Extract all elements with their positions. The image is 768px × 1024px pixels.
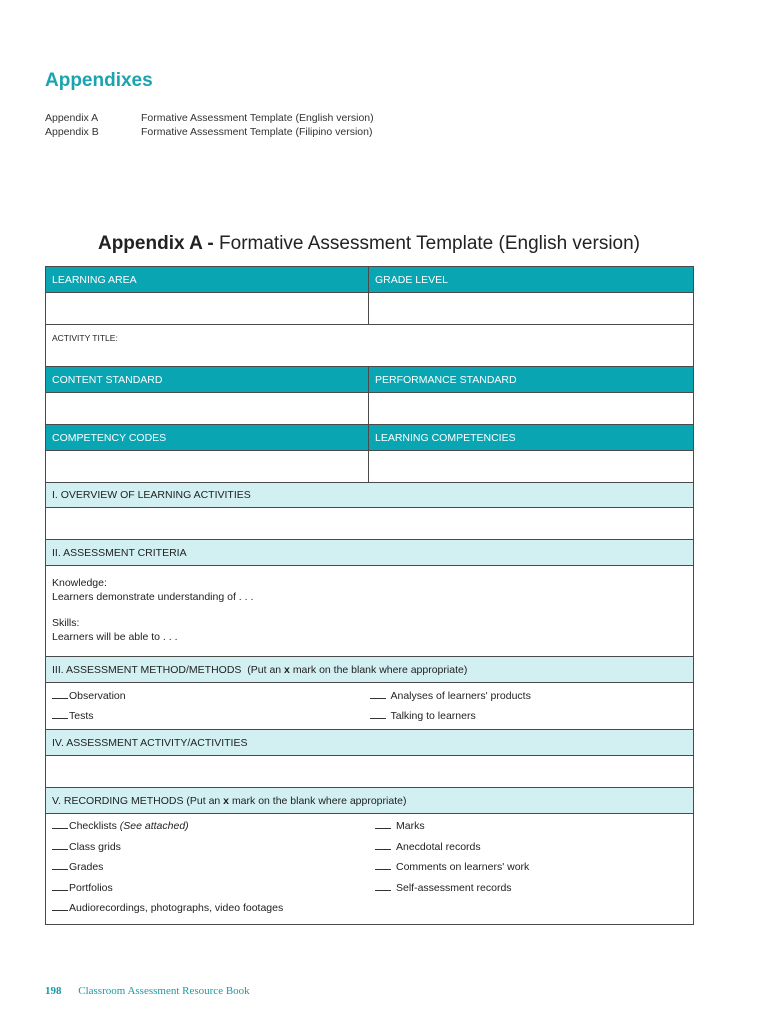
method-option[interactable]: [52, 706, 370, 727]
competency-codes-header: COMPETENCY CODES: [46, 425, 369, 451]
assessment-template-table: [45, 266, 694, 925]
performance-standard-field[interactable]: [369, 393, 694, 425]
recording-option[interactable]: [52, 837, 375, 858]
appendix-list-item: [45, 111, 374, 125]
recording-option[interactable]: [375, 816, 687, 837]
recording-option-label: Class grids: [69, 840, 121, 853]
recording-option-label: Portfolios: [69, 881, 113, 894]
recording-option[interactable]: [52, 816, 375, 837]
content-standard-header: CONTENT STANDARD: [46, 367, 369, 393]
content-standard-field[interactable]: [46, 393, 369, 425]
methods-left-column: [52, 686, 370, 727]
recording-option[interactable]: [375, 878, 687, 899]
section-methods-header: [46, 657, 694, 683]
recording-option-label: Anecdotal records: [396, 840, 481, 853]
performance-standard-header: PERFORMANCE STANDARD: [369, 367, 694, 393]
method-option-label: Analyses of learners' products: [390, 689, 531, 702]
grade-level-header: GRADE LEVEL: [369, 267, 694, 293]
skills-text: Learners will be able to . . .: [52, 631, 178, 643]
page-footer: [45, 985, 250, 997]
recording-option[interactable]: [375, 837, 687, 858]
recording-option-note: (See attached): [119, 820, 189, 832]
appendixes-heading: Appendixes: [45, 70, 153, 91]
skills-label: Skills:: [52, 617, 80, 629]
competency-codes-field[interactable]: [46, 451, 369, 483]
activity-title-label: ACTIVITY TITLE:: [52, 333, 118, 343]
recording-option-label: Comments on learners' work: [396, 861, 530, 873]
book-title: Classroom Assessment Resource Book: [78, 985, 250, 997]
checkbox-blank[interactable]: [375, 840, 391, 850]
appendix-label: Appendix A: [45, 112, 99, 124]
recording-option-label: Marks: [396, 820, 425, 832]
checkbox-blank[interactable]: [52, 689, 68, 699]
method-option[interactable]: [370, 686, 688, 707]
recording-option-label: Self-assessment records: [396, 881, 512, 894]
learning-competencies-header: LEARNING COMPETENCIES: [369, 425, 694, 451]
methods-right-column: [370, 686, 688, 727]
template-title: [0, 233, 738, 255]
section-activities-header: IV. ASSESSMENT ACTIVITY/ACTIVITIES: [46, 730, 694, 756]
section-methods-note-pre: (Put an: [247, 663, 282, 676]
section-recording-note-x: x: [223, 794, 230, 807]
method-option[interactable]: [370, 706, 688, 727]
knowledge-text: Learners demonstrate understanding of . . .: [52, 591, 254, 603]
activities-field[interactable]: [46, 756, 694, 788]
appendix-title: Formative Assessment Template (Filipino version): [141, 126, 373, 138]
section-recording-header: [46, 788, 694, 814]
checkbox-blank[interactable]: [375, 860, 391, 870]
recording-option[interactable]: [52, 857, 375, 878]
appendix-list-item: [45, 125, 374, 139]
recording-option[interactable]: [375, 857, 687, 878]
section-overview-header: I. OVERVIEW OF LEARNING ACTIVITIES: [46, 483, 694, 508]
page-number: 198: [45, 985, 62, 997]
learning-competencies-field[interactable]: [369, 451, 694, 483]
checkbox-blank[interactable]: [52, 860, 68, 870]
template-title-bold: Appendix A -: [97, 233, 214, 254]
knowledge-label: Knowledge:: [52, 577, 107, 589]
checkbox-blank[interactable]: [375, 881, 391, 891]
checkbox-blank[interactable]: [52, 881, 68, 891]
checkbox-blank[interactable]: [52, 840, 68, 850]
section-methods-note-post: mark on the blank where appropriate): [292, 663, 468, 676]
recording-left-column: [52, 816, 375, 919]
criteria-field: [46, 566, 694, 657]
recording-option-label: Checklists: [69, 820, 117, 832]
checkbox-blank[interactable]: [52, 901, 68, 911]
checkbox-blank[interactable]: [52, 819, 68, 829]
checkbox-blank[interactable]: [52, 709, 68, 719]
method-option-label: Observation: [69, 689, 126, 702]
appendix-list: [45, 111, 374, 139]
section-methods-note-x: x: [284, 663, 290, 676]
grade-level-field[interactable]: [369, 293, 694, 325]
method-option-label: Talking to learners: [390, 710, 476, 722]
section-criteria-header: II. ASSESSMENT CRITERIA: [46, 540, 694, 566]
methods-options: [46, 683, 694, 730]
template-title-rest: Formative Assessment Template (English version): [219, 233, 641, 254]
section-recording-note-pre: (Put an: [186, 794, 221, 807]
section-methods-title: III. ASSESSMENT METHOD/METHODS: [52, 663, 242, 676]
recording-right-column: [375, 816, 687, 919]
appendix-title: Formative Assessment Template (English version): [141, 112, 374, 124]
learning-area-header: LEARNING AREA: [46, 267, 369, 293]
overview-field[interactable]: [46, 508, 694, 540]
section-recording-title: V. RECORDING METHODS: [52, 794, 184, 807]
method-option-label: Tests: [69, 710, 94, 722]
recording-options: [46, 814, 694, 925]
recording-option-label: Grades: [69, 861, 104, 873]
learning-area-field[interactable]: [46, 293, 369, 325]
checkbox-blank[interactable]: [370, 709, 386, 719]
checkbox-blank[interactable]: [370, 689, 386, 699]
recording-option[interactable]: [52, 878, 375, 899]
recording-option-label: Audiorecordings, photographs, video footages: [69, 902, 284, 914]
method-option[interactable]: [52, 686, 370, 707]
appendix-label: Appendix B: [45, 126, 99, 138]
checkbox-blank[interactable]: [375, 819, 391, 829]
section-recording-note-post: mark on the blank where appropriate): [231, 794, 407, 807]
activity-title-field[interactable]: [46, 325, 694, 367]
